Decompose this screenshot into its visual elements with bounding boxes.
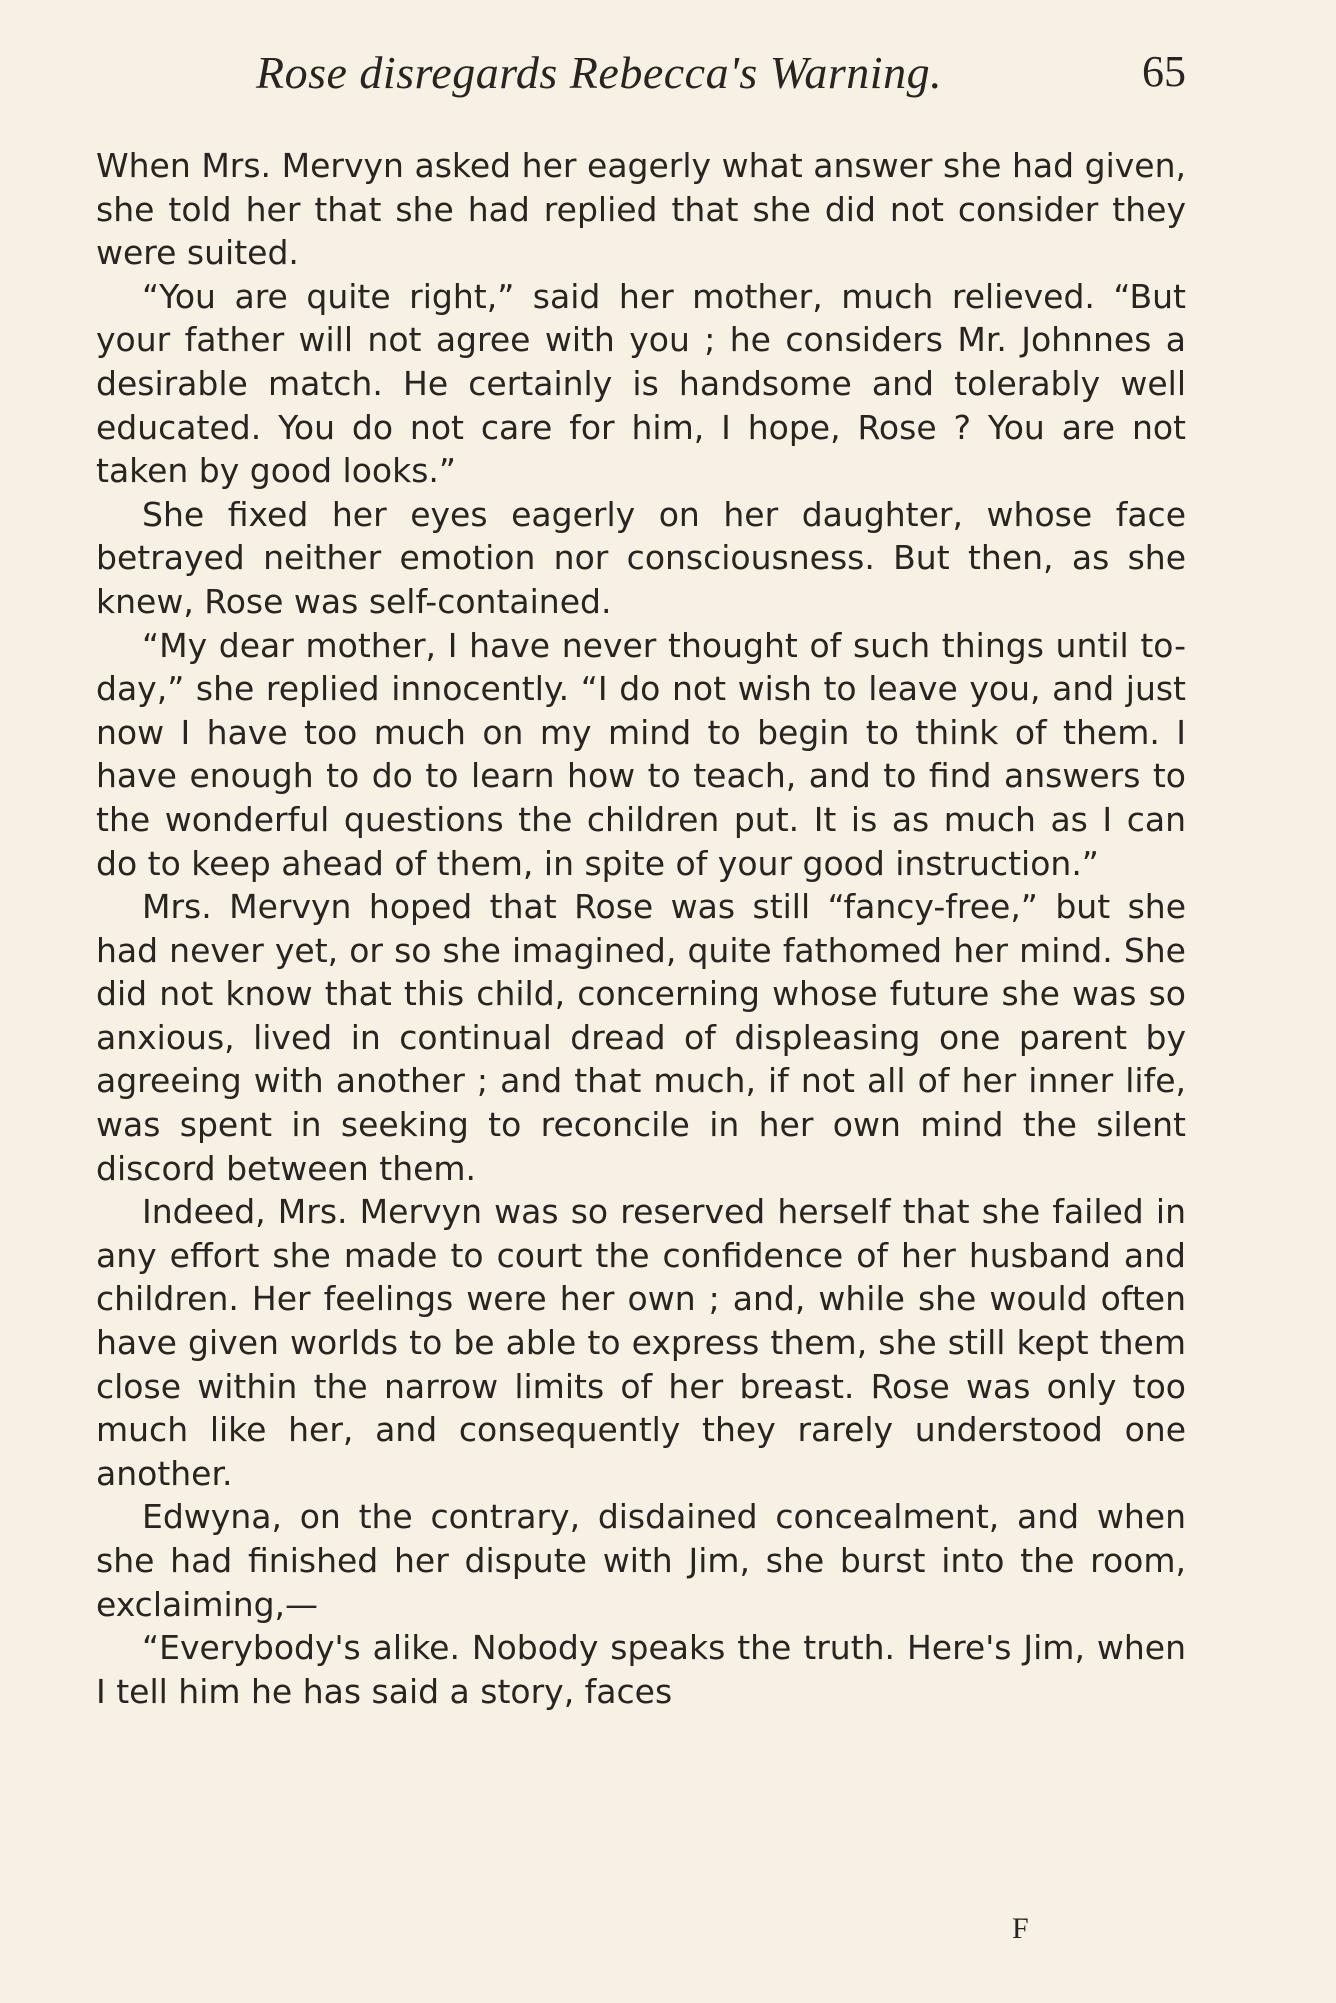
body-text bbox=[96, 144, 1186, 1713]
paragraph-8: “Everybody's alike. Nobody speaks the truth. Here's Jim, when I tell him he has said a story, faces bbox=[96, 1628, 1186, 1711]
paragraph-6: Indeed, Mrs. Mervyn was so reserved herself that she failed in any effort she made to court the confidence of her husband and children. Her feelings were her own ; and, while she would often have given worlds to be able to express them, she still kept them close within the narrow limits of her breast. Rose was only too much like her, and consequently they rarely understood one another. bbox=[96, 1192, 1186, 1493]
paragraph-5: Mrs. Mervyn hoped that Rose was still “fancy-free,” but she had never yet, or so she imagined, quite fathomed her mind. She did not know that this child, concerning whose future she was so anxious, lived in continual dread of displeasing one parent by agreeing with another ; and that much, if not all of her inner life, was spent in seeking to reconcile in her own mind the silent discord between them. bbox=[96, 887, 1186, 1188]
running-head bbox=[96, 46, 1186, 106]
paragraph-7: Edwyna, on the contrary, disdained concealment, and when she had finished her dispute with Jim, she burst into the room, exclaiming,— bbox=[96, 1497, 1186, 1624]
signature-mark: F bbox=[1012, 1912, 1030, 1945]
paragraph-1: When Mrs. Mervyn asked her eagerly what answer she had given, she told her that she had replied that she did not consider they were suited. bbox=[96, 146, 1186, 273]
paragraph-2: “You are quite right,” said her mother, much relieved. “But your father will not agree with you ; he considers Mr. Johnnes a desirable match. He certainly is handsome and tolerably well educated. You do not care for him, I hope, Rose ? You are not taken by good looks.” bbox=[96, 276, 1186, 491]
paragraph-4: “My dear mother, I have never thought of such things until to-day,” she replied innocently. “I do not wish to leave you, and just now I have too much on my mind to begin to think of them. I have enough to do to learn how to teach, and to find answers to the wonderful questions the children put. It is as much as I can do to keep ahead of them, in spite of your good instruction.” bbox=[96, 625, 1186, 883]
running-title: Rose disregards Rebecca's Warning. bbox=[256, 47, 943, 98]
page-number: 65 bbox=[1142, 47, 1186, 96]
paragraph-3: She fixed her eyes eagerly on her daughter, whose face betrayed neither emotion nor consciousness. But then, as she knew, Rose was self-contained. bbox=[96, 494, 1186, 621]
